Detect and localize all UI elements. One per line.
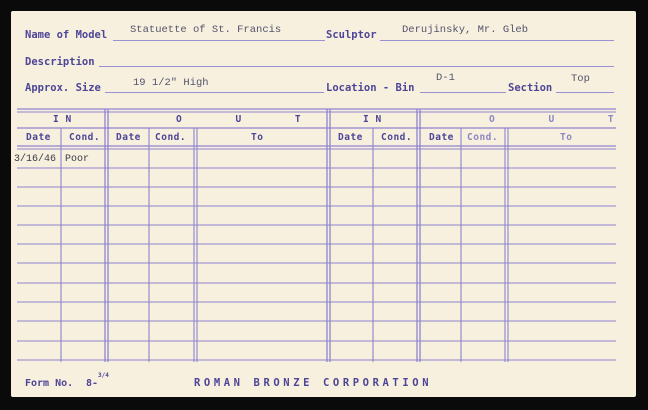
- form-number-value: 8-: [86, 378, 99, 389]
- location-bin-label: Location - Bin: [326, 82, 415, 94]
- description-label: Description: [25, 56, 95, 68]
- col-to-1: To: [251, 132, 264, 143]
- col-date-1: Date: [26, 132, 51, 143]
- form-number-fraction: 3/4: [98, 372, 109, 379]
- section-value: Top: [571, 73, 590, 85]
- bin-value: D-1: [436, 72, 455, 84]
- col-date-4: Date: [429, 132, 454, 143]
- group-in-2: I N: [363, 114, 382, 125]
- row1-in-cond: Poor: [65, 154, 90, 165]
- col-cond-3: Cond.: [381, 132, 413, 143]
- col-cond-4: Cond.: [467, 132, 499, 143]
- company-name: ROMAN BRONZE CORPORATION: [194, 377, 433, 389]
- size-value: 19 1/2" High: [133, 77, 209, 89]
- sculptor-label: Sculptor: [326, 29, 377, 41]
- col-date-3: Date: [338, 132, 363, 143]
- group-out-1: O U T: [176, 114, 325, 125]
- size-label: Approx. Size: [25, 82, 101, 94]
- group-in-1: I N: [53, 114, 72, 125]
- col-cond-2: Cond.: [155, 132, 187, 143]
- col-cond-1: Cond.: [69, 132, 101, 143]
- row1-in-date: 3/16/46: [14, 154, 57, 165]
- col-to-2: To: [560, 132, 573, 143]
- sculptor-value: Derujinsky, Mr. Gleb: [402, 24, 529, 36]
- col-date-2: Date: [116, 132, 141, 143]
- form-number-label: Form No.: [25, 378, 74, 389]
- model-value: Statuette of St. Francis: [130, 24, 282, 36]
- section-label: Section: [508, 82, 553, 94]
- model-label: Name of Model: [25, 29, 108, 41]
- group-out-2: O U T: [489, 114, 638, 125]
